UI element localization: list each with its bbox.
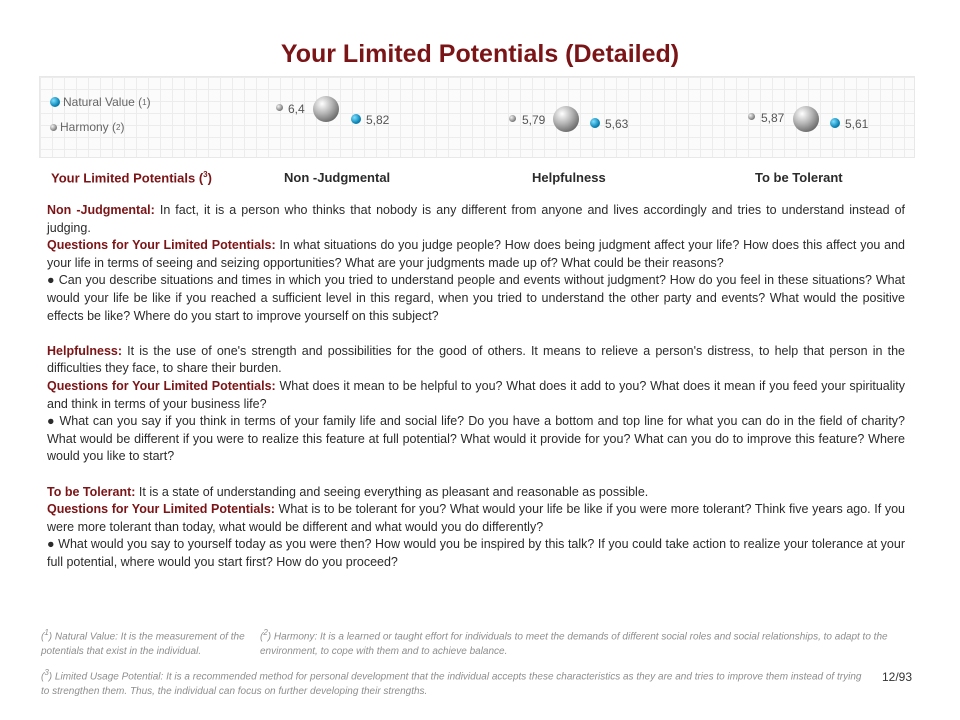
questions-label: Questions for Your Limited Potentials: <box>47 378 276 393</box>
harmony-value: 5,79 <box>522 113 546 127</box>
score-ball <box>793 106 819 132</box>
row-label <box>51 170 212 185</box>
harmony-value: 5,87 <box>761 111 785 125</box>
blue-ball-icon <box>50 97 60 107</box>
row-label-text: Your Limited Potentials ( <box>51 170 204 186</box>
legend-natural-value-sup: 1 <box>142 97 147 107</box>
page-title: Your Limited Potentials (Detailed) <box>280 40 680 68</box>
row-label-close: ) <box>207 170 212 186</box>
definition-paragraph <box>47 343 905 378</box>
footnote-text: Limited Usage Potential: It is a recommended method for personal development that the individual accepts these characteristics as they are and tries to improve them instead of trying to strengthen them. Thus, the individual can focus on further developing their strengths. <box>41 671 862 698</box>
harmony-point <box>276 104 283 111</box>
legend-harmony-sup: 2 <box>116 122 121 132</box>
harmony-point <box>509 115 516 122</box>
harmony-point <box>748 113 755 120</box>
natural-value-value: 5,82 <box>366 113 390 127</box>
score-ball <box>553 106 579 132</box>
natural-value-value: 5,63 <box>605 117 629 131</box>
legend-natural-value <box>50 95 151 109</box>
natural-value-point <box>830 118 840 128</box>
term-label: Non -Judgmental: <box>47 203 155 217</box>
definition-text: It is a state of understanding and seeing everything as pleasant and reasonable as possible. <box>135 484 649 499</box>
footnote-text: Harmony: It is a learned or taught effort for individuals to meet the demands of different social roles and social relationships, to adapt to the environment, to cope with them and to achieve balance. <box>260 631 888 658</box>
harmony-value: 6,4 <box>288 102 305 116</box>
bullet-paragraph: ● What can you say if you think in terms of your family life and social life? Do you have a bottom and top line for what you can do in the field of charity? What would be different if you were to realize this feature at full potential? What would it provide for you? What can you do to improve this feature? Where would you like to start? <box>47 414 905 464</box>
footnote-sup: 1 <box>44 628 49 637</box>
footnote-sup: 3 <box>44 668 49 677</box>
definition-text: It is the use of one's strength and possibilities for the good of others. It means to relieve a person's distress, to help that person in the difficulties they face, to share their burden. <box>47 343 905 376</box>
bullet-paragraph: ● What would you say to yourself today as you were then? How would you be inspired by this talk? If you could take action to realize your tolerance at your full potential, where would you start first? How do you proceed? <box>47 537 905 569</box>
column-header: To be Tolerant <box>755 170 843 185</box>
definition-paragraph <box>47 202 905 237</box>
legend-close: ) <box>120 120 125 134</box>
definition-paragraph <box>47 484 905 502</box>
term-label: Helpfulness: <box>47 343 123 358</box>
legend-close: ) <box>146 95 151 109</box>
questions-paragraph <box>47 378 905 413</box>
questions-paragraph <box>47 501 905 536</box>
legend-natural-value-label: Natural Value ( <box>63 95 143 109</box>
footnote-sup: 2 <box>263 628 268 637</box>
natural-value-value: 5,61 <box>845 117 869 131</box>
questions-text: What does it mean to be helpful to you? What does it add to you? What does it mean if you feed your spirituality and think in terms of your business life? <box>47 378 905 411</box>
footnote-harmony: ($^2$) Harmony: It is a learned or taught effort for individuals to meet the demands of different social roles and social relationships, to adapt to the environment, to cope with them and to achieve balance. <box>260 628 888 658</box>
score-ball <box>313 96 339 122</box>
column-header: Helpfulness <box>532 170 606 185</box>
questions-label: Questions for Your Limited Potentials: <box>47 238 276 253</box>
definition-text: In fact, it is a person who thinks that nobody is any different from anyone and lives accordingly and tries to understand instead of judging. <box>47 203 905 235</box>
term-label: To be Tolerant: <box>47 484 136 499</box>
questions-paragraph <box>47 237 905 272</box>
grey-ball-icon <box>50 124 57 131</box>
questions-label: Questions for Your Limited Potentials: <box>47 502 275 517</box>
footnote-natural-value: ($^1$) Natural Value: It is the measurement of the potentials that exist in the individual. <box>41 628 245 658</box>
legend-harmony <box>50 120 124 134</box>
row-label-sup: 3 <box>203 170 208 179</box>
questions-text: What is to be tolerant for you? What would your life be like if you were more tolerant? Think five years ago. If you were more tolerant than today, what would be different and what would you do differently? <box>47 502 905 534</box>
bullet-paragraph: ● Can you describe situations and times in which you tried to understand people and events without judgment? How do you feel in these situations? What would your life be like if you reached a sufficient level in this regard, when you tried to understand the other party and events? What would the positive effects be like? Where do you start to improve yourself on this subject? <box>47 273 905 323</box>
column-header: Non -Judgmental <box>284 170 391 185</box>
legend-harmony-label: Harmony ( <box>60 120 117 134</box>
footnote-text: Natural Value: It is the measurement of the potentials that exist in the individual. <box>41 631 245 658</box>
detail-text <box>47 202 905 571</box>
natural-value-point <box>351 114 361 124</box>
natural-value-point <box>590 118 600 128</box>
questions-text: In what situations do you judge people? How does being judgment affect your life? How does this affect you and your life in terms of seeing and seizing opportunities? What are your judgments made up of? What could be their reasons? <box>47 238 905 270</box>
footnote-limited-usage: ($^3$) Limited Usage Potential: It is a recommended method for personal development that the individual accepts these characteristics as they are and tries to improve them instead of trying to strengthen them. Thus, the individual can focus on further developing their strengths. <box>41 668 862 698</box>
page-number: 12/93 <box>881 670 912 684</box>
